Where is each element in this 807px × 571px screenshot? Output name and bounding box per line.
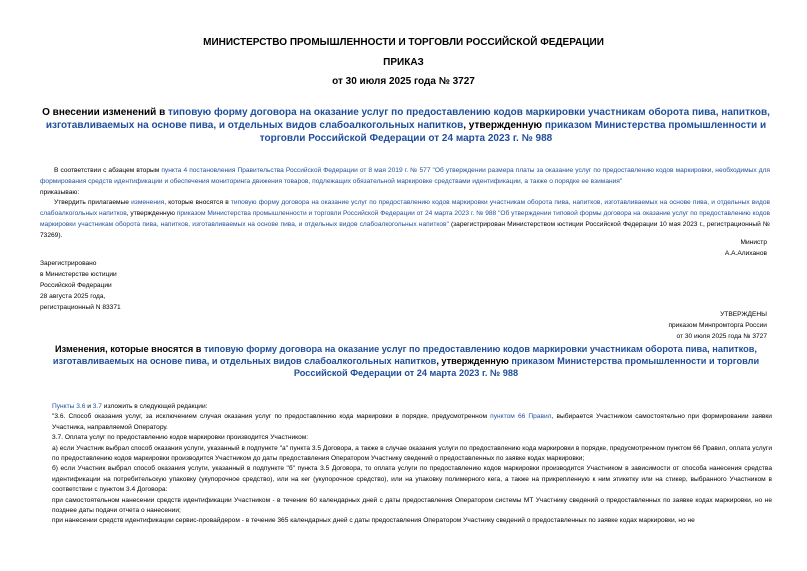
ministry-heading: МИНИСТЕРСТВО ПРОМЫШЛЕННОСТИ И ТОРГОВЛИ РОССИЙСКОЙ ФЕДЕРАЦИИ [203,37,604,48]
doc-type-heading: ПРИКАЗ [383,57,424,68]
link-point-3-7[interactable]: 3.7 [92,403,102,410]
approve-link-order[interactable]: приказом Министерства промышленности и торговли Российской Федерации от 24 марта 2023 г. № 988 "Об утверждении типовой формы договора на оказание услуг по предоставлению кодов маркировки участникам оборота пива, напитков, изготавливаемых на основе пива, и отдельных видов слабоалкогольных напитков" [40,210,770,228]
signature-block [725,237,767,259]
registration-block: Зарегистрировано в Министерстве юстиции Российской Федерации 28 августа 2025 года, регистрационный N 83371 [40,260,121,311]
service-provider-paragraph: при нанесении средств идентификации сервис-провайдером - в течение 365 календарных дней с даты предоставления Оператором Участнику сведений о предоставленных по заявке кодах маркировки, но не [52,517,695,525]
title-link-form[interactable]: типовую форму договора на оказание услуг по предоставлению кодов маркировки участникам оборота пива, напитков, изготавливаемых на основе пива, и отдельных видов слабоалкогольных напитков [45,107,770,131]
approve-link-changes[interactable]: изменения [131,199,165,206]
point-3-7: 3.7. Оплата услуг по предоставлению кодов маркировки производится Участником: [52,434,309,442]
approved-block: УТВЕРЖДЕНЫ приказом Минпромторга России от 30 июля 2025 года № 3727 [668,311,767,340]
point-3-6: "3.6. Способ оказания услуг, за исключением случая оказания услуг по предоставлению кода маркировки в порядке, предусмотренном пунктом 66 Правил, выбирается Участником самостоятельно при формировании заявки Участника, направляемой Оператору. [52,413,772,431]
signature-position: Министр [740,239,767,246]
subpoint-b: б) если Участник выбрал способ оказания услуги, указанный в подпункте "б" пункта 3.5 Договора, то оплата услуги по предоставлению кодов маркировки производится Участником в зависимости от способа нанесения средства идентификации на потребительскую упаковку (укупорочное средство), или на кег (укупорочное средство), или на упаковку полимерного кега, а также на прикрепленную к ним этикетку или на стикер, выбранного Участником в соответствии с пунктом 3.4 Договора: [52,465,772,494]
self-application-paragraph: при самостоятельном нанесении средств идентификации Участником - в течение 60 календарных дней с даты предоставления Оператором системы МТ Участнику сведений о предоставленных по заявке кодах маркировки, но не позднее даты подачи отчета о нанесении; [52,496,772,515]
amendments-body [40,402,772,527]
link-rule-66[interactable]: пунктом 66 Правил [490,413,552,421]
order-date-number: от 30 июля 2025 года № 3727 [332,76,475,87]
changes-title-link-form[interactable]: типовую форму договора на оказание услуг по предоставлению кодов маркировки участникам оборота пива, напитков, изготавливаемых на основе пива, и отдельных видов слабоалкогольных напитков [52,344,757,366]
changes-title: Изменения, которые вносятся в типовую форму договора на оказание услуг по предоставлению кодов маркировки участникам оборота пива, напитков, изготавливаемых на основе пива, и отдельных видов слабоалкогольных напитков, утвержденную приказом Министерства промышленности и торговли Российской Федерации от 24 марта 2023 г. № 988 [52,344,760,378]
link-point-3-6[interactable]: Пункты 3.6 [52,403,86,410]
order-title: О внесении изменений в типовую форму договора на оказание услуг по предоставлению кодов маркировки участникам оборота пива, напитков, изготавливаемых на основе пива, и отдельных видов слабоалкогольных напитков, утвержденную приказом Министерства промышленности и торговли Российской Федерации от 24 марта 2023 г. № 988 [42,107,770,144]
subpoint-a: а) если Участник выбрал способ оказания услуги, указанный в подпункте "а" пункта 3.5 Договора, а также в случае оказания услуги по предоставлению кода маркировки в порядке, предусмотренном пунктом 66 Правил, оплата услуги по предоставлению кодов маркировки производится Участником до даты предоставления Оператором Участнику сведений о предоставленных по заявке кодах маркировки; [52,444,772,463]
preamble-paragraph: В соответствии с абзацем вторым пункта 4 постановления Правительства Российской Федерации от 8 мая 2019 г. № 577 "Об утверждении размера платы за оказание услуг по предоставлению кодов маркировки, необходимых для формирования средств идентификации и обеспечения мониторинга движения товаров, подлежащих обязательной маркировке средствами идентификации, а также о порядке ее взимания" приказываю: [40,167,770,196]
title-link-order[interactable]: приказом Министерства промышленности и торговли Российской Федерации от 24 марта 2023 г. № 988 [259,120,767,144]
ordered-text: приказываю: [40,189,80,196]
preamble-link-resolution[interactable]: пункта 4 постановления Правительства Российской Федерации от 8 мая 2019 г. № 577 "Об утверждении размера платы за оказание услуг по предоставлению кодов маркировки, необходимых для формирования средств идентификации и обеспечения мониторинга движения товаров, подлежащих обязательной маркировке средствами идентификации, а также о порядке ее взимания" [40,167,770,185]
amend-intro: Пункты 3.6 и 3.7 изложить в следующей редакции: [52,403,208,410]
approve-paragraph: Утвердить прилагаемые изменения, которые вносятся в типовую форму договора на оказание услуг по предоставлению кодов маркировки участникам оборота пива, напитков, изготавливаемых на основе пива, и отдельных видов слабоалкогольных напитков, утвержденную приказом Министерства промышленности и торговли Российской Федерации от 24 марта 2023 г. № 988 "Об утверждении типовой формы договора на оказание услуг по предоставлению кодов маркировки участникам оборота пива, напитков, изготавливаемых на основе пива, и отдельных видов слабоалкогольных напитков" (зарегистрирован Министерством юстиции Российской Федерации 10 мая 2023 г., регистрационный № 73269). [40,199,771,239]
approve-link-form[interactable]: типовую форму договора на оказание услуг по предоставлению кодов маркировки участникам оборота пива, напитков, изготавливаемых на основе пива, и отдельных видов слабоалкогольных напитков [40,199,771,217]
changes-title-link-order[interactable]: приказом Министерства промышленности и торговли Российской Федерации от 24 марта 2023 г. № 988 [293,356,760,378]
signature-name: А.А.Алиханов [724,250,767,257]
